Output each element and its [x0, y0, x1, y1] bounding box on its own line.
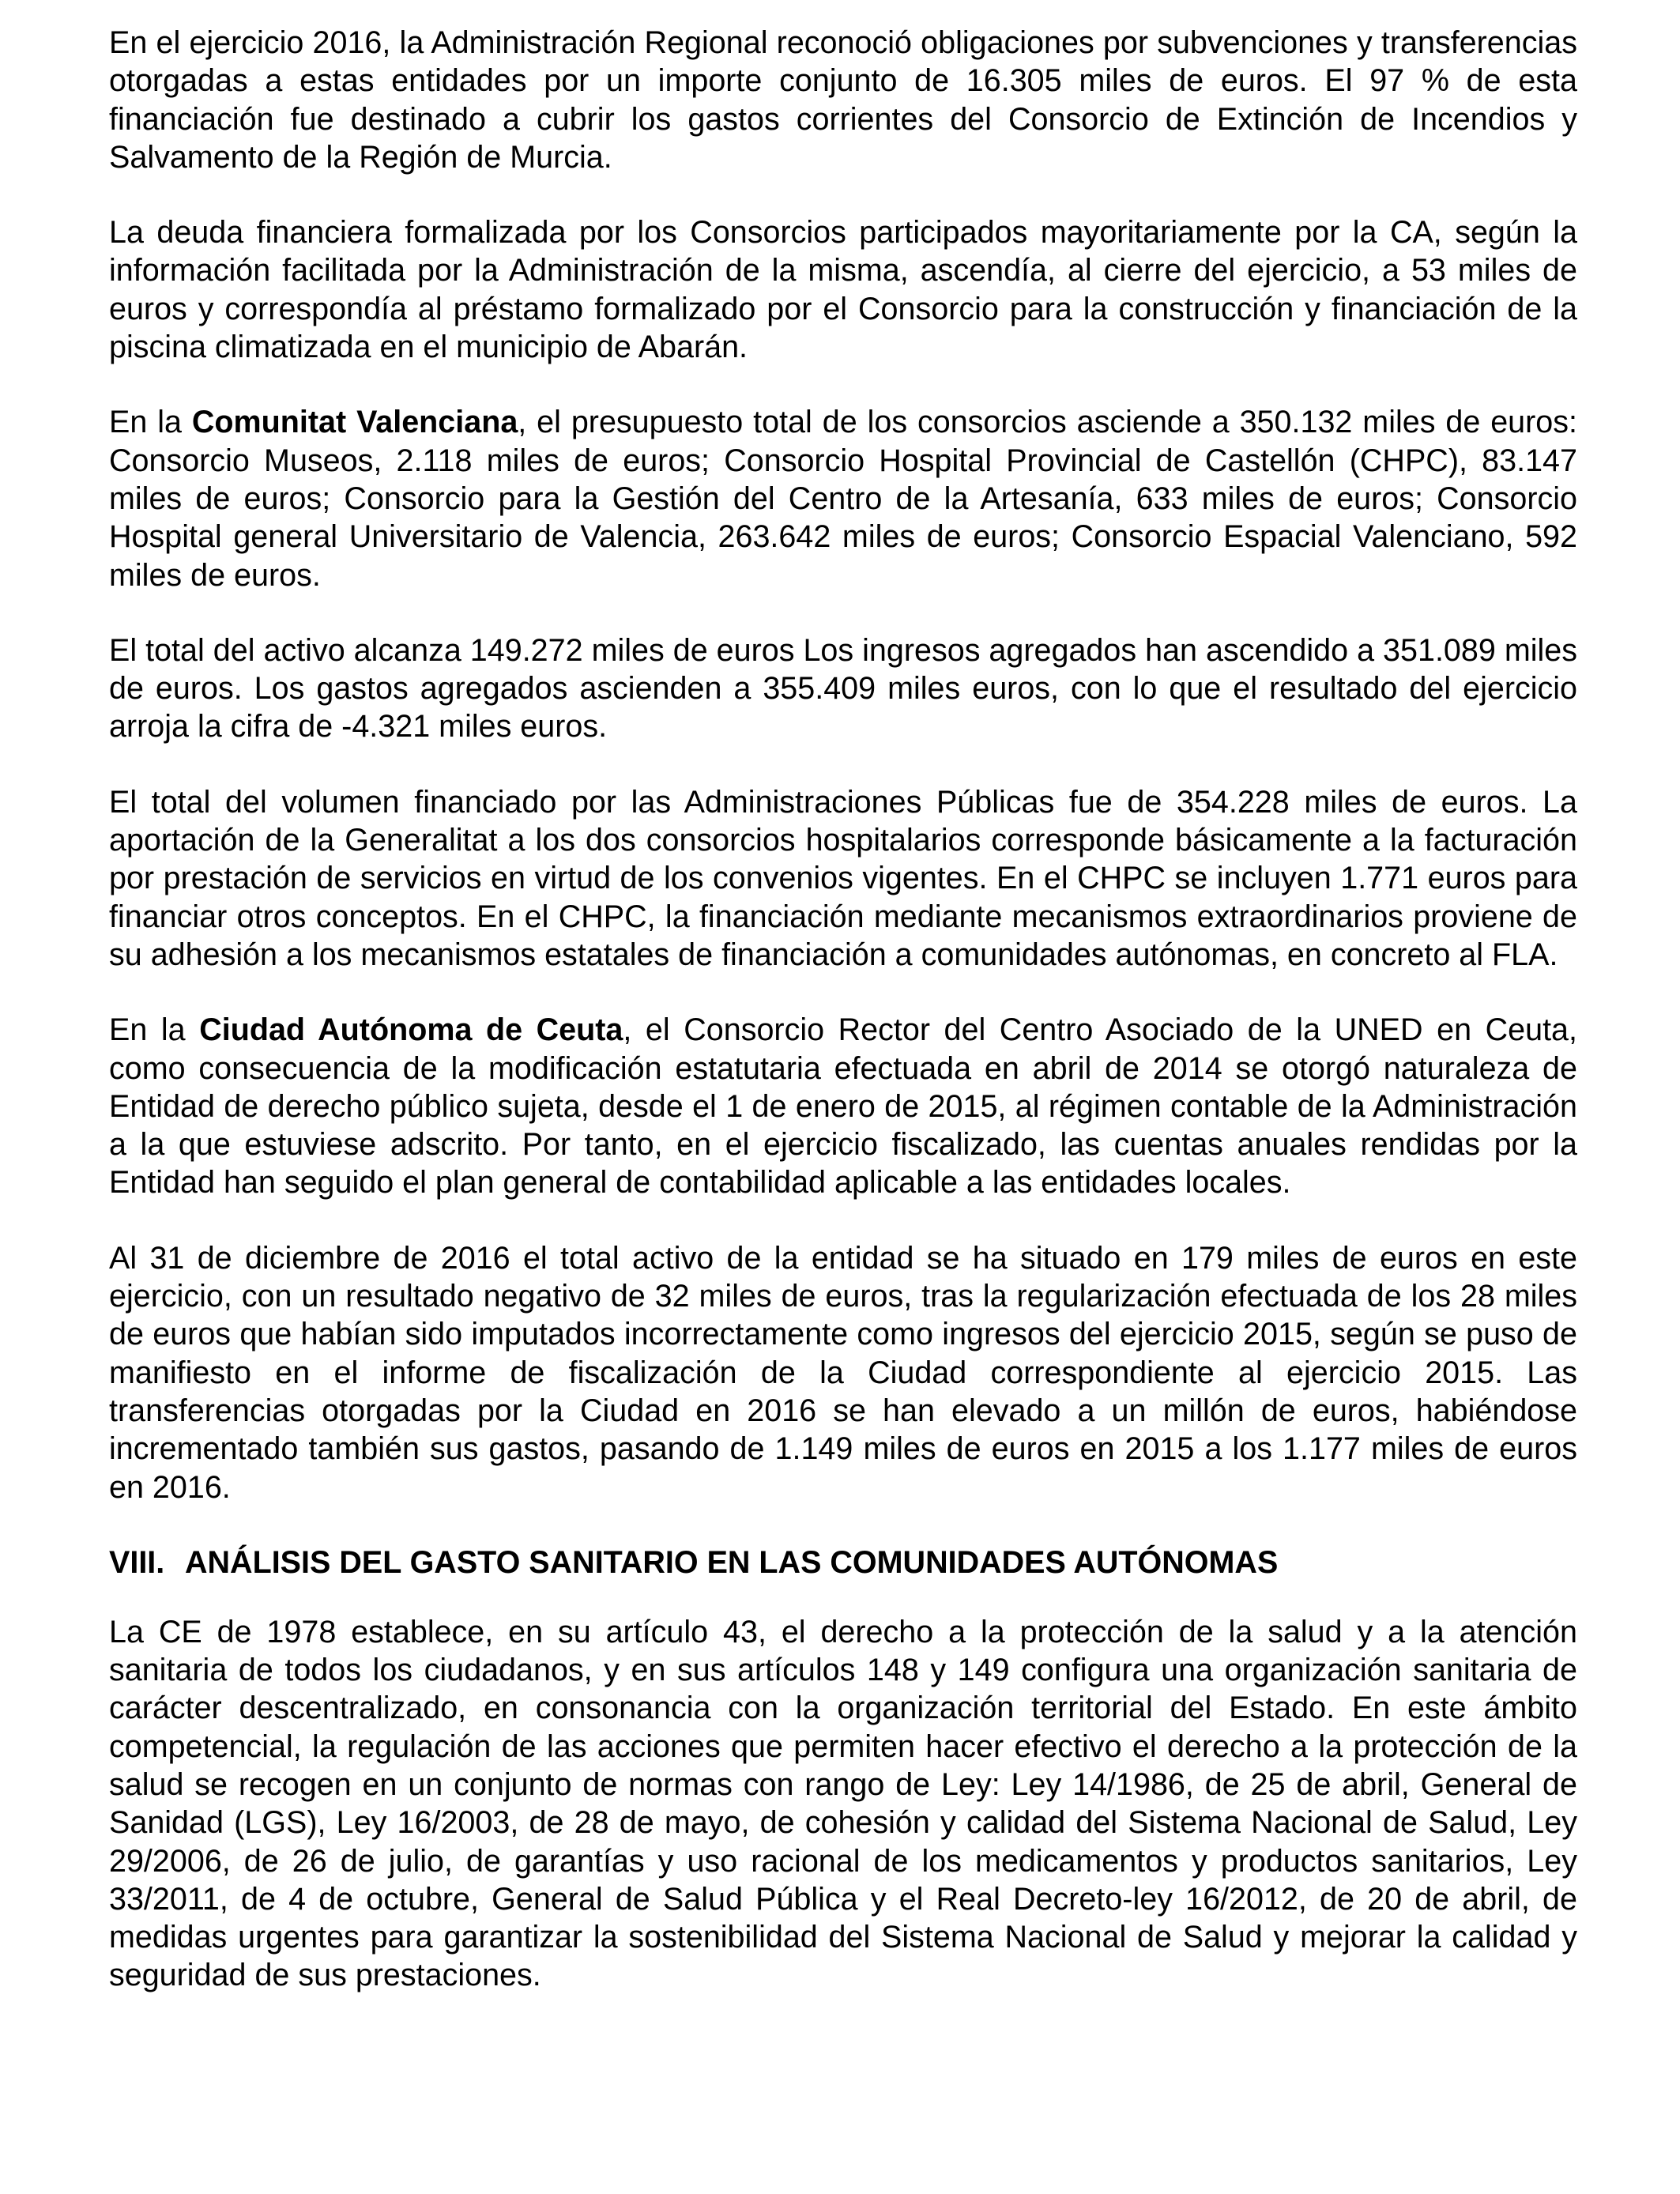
- paragraph-lead: En la: [109, 1012, 200, 1048]
- section-title: ANÁLISIS DEL GASTO SANITARIO EN LAS COMUNIDADES AUTÓNOMAS: [185, 1544, 1279, 1580]
- region-name-valenciana: Comunitat Valenciana: [191, 405, 518, 440]
- paragraph-rest: , el presupuesto total de los consorcios asciende a 350.132 miles de euros: Consorcio Museos, 2.118 miles de euros; Consorcio Hospital Provincial de Castellón (CHPC), 83.147 miles de euros; Consorcio para la Gestión del Centro de la Artesanía, 633 miles de euros; Consorcio Hospital general Universitario de Valencia, 263.642 miles de euros; Consorcio Espacial Valenciano, 592 miles de euros.: [109, 405, 1577, 593]
- paragraph-lead: En la: [109, 405, 192, 440]
- paragraph-ceuta-consortium: [109, 1011, 1577, 1201]
- paragraph-valenciana-assets: El total del activo alcanza 149.272 miles de euros Los ingresos agregados han ascendido a 351.089 miles de euros. Los gastos agregados ascienden a 355.409 miles euros, con lo que el resultado del ejercicio arroja la cifra de -4.321 miles euros.: [109, 632, 1577, 745]
- paragraph-health-legal-framework: La CE de 1978 establece, en su artículo 43, el derecho a la protección de la salud y a la atención sanitaria de todos los ciudadanos, y en sus artículos 148 y 149 configura una organización sanitaria de carácter descentralizado, en consonancia con la organización territorial del Estado. En este ámbito competencial, la regulación de las acciones que permiten hacer efectivo el derecho a la protección de la salud se recogen en un conjunto de normas con rango de Ley: Ley 14/1986, de 25 de abril, General de Sanidad (LGS), Ley 16/2003, de 28 de mayo, de cohesión y calidad del Sistema Nacional de Salud, Ley 29/2006, de 26 de julio, de garantías y uso racional de los medicamentos y productos sanitarios, Ley 33/2011, de 4 de octubre, General de Salud Pública y el Real Decreto-ley 16/2012, de 20 de abril, de medidas urgentes para garantizar la sostenibilidad del Sistema Nacional de Salud y mejorar la calidad y seguridad de sus prestaciones.: [109, 1614, 1577, 1993]
- paragraph-rest: , el Consorcio Rector del Centro Asociado de la UNED en Ceuta, como consecuencia de la modificación estatutaria efectuada en abril de 2014 se otorgó naturaleza de Entidad de derecho público sujeta, desde el 1 de enero de 2015, al régimen contable de la Administración a la que estuviese adscrito. Por tanto, en el ejercicio fiscalizado, las cuentas anuales rendidas por la Entidad han seguido el plan general de contabilidad aplicable a las entidades locales.: [109, 1012, 1577, 1201]
- document-page: [109, 24, 1577, 2032]
- paragraph-ceuta-results: Al 31 de diciembre de 2016 el total activo de la entidad se ha situado en 179 miles de euros en este ejercicio, con un resultado negativo de 32 miles de euros, tras la regularización efectuada de los 28 miles de euros que habían sido imputados incorrectamente como ingresos del ejercicio 2015, según se puso de manifiesto en el informe de fiscalización de la Ciudad correspondiente al ejercicio 2015. Las transferencias otorgadas por la Ciudad en 2016 se han elevado a un millón de euros, habiéndose incrementado también sus gastos, pasando de 1.149 miles de euros en 2015 a los 1.177 miles de euros en 2016.: [109, 1240, 1577, 1505]
- section-number: VIII.: [109, 1544, 165, 1580]
- paragraph-murcia-debt: La deuda financiera formalizada por los Consorcios participados mayoritariamente por la CA, según la información facilitada por la Administración de la misma, ascendía, al cierre del ejercicio, a 53 miles de euros y correspondía al préstamo formalizado por el Consorcio para la construcción y financiación de la piscina climatizada en el municipio de Abarán.: [109, 215, 1577, 365]
- region-name-ceuta: Ciudad Autónoma de Ceuta: [199, 1012, 623, 1048]
- paragraph-murcia-subsidies: En el ejercicio 2016, la Administración Regional reconoció obligaciones por subvenciones y transferencias otorgadas a estas entidades por un importe conjunto de 16.305 miles de euros. El 97 % de esta financiación fue destinado a cubrir los gastos corrientes del Consorcio de Extinción de Incendios y Salvamento de la Región de Murcia.: [109, 25, 1577, 175]
- paragraph-valenciana-budget: [109, 403, 1577, 594]
- section-heading: [109, 1544, 1577, 1581]
- paragraph-valenciana-financing: El total del volumen financiado por las Administraciones Públicas fue de 354.228 miles de euros. La aportación de la Generalitat a los dos consorcios hospitalarios corresponde básicamente a la facturación por prestación de servicios en virtud de los convenios vigentes. En el CHPC se incluyen 1.771 euros para financiar otros conceptos. En el CHPC, la financiación mediante mecanismos extraordinarios proviene de su adhesión a los mecanismos estatales de financiación a comunidades autónomas, en concreto al FLA.: [109, 784, 1577, 972]
